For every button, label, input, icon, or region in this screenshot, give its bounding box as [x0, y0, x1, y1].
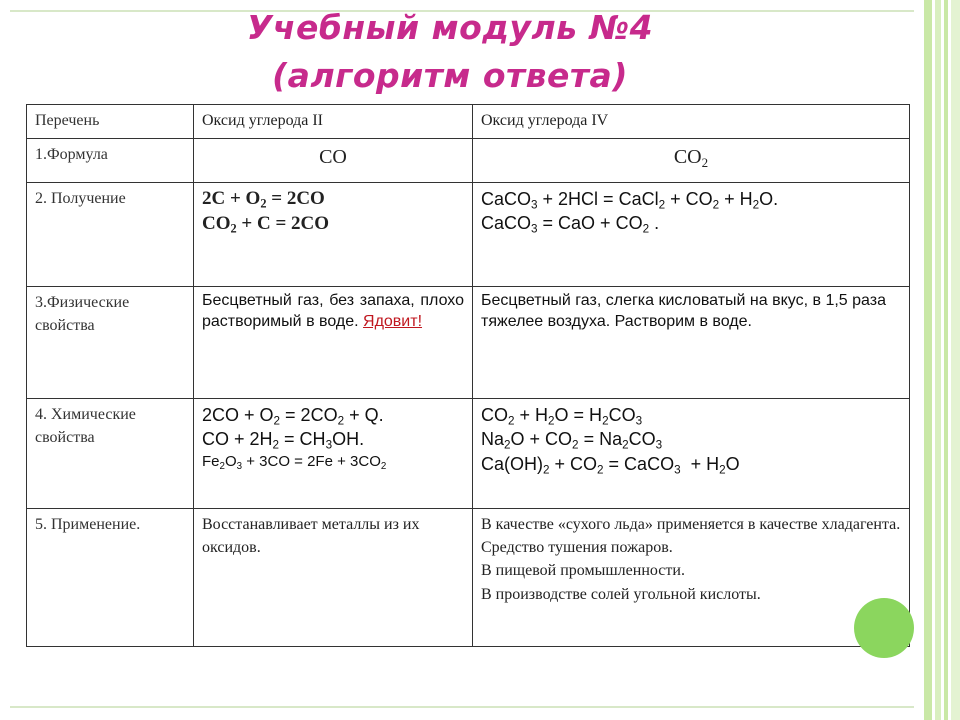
row-label: 1.Формула [27, 139, 194, 183]
equation: $Ca(OH)_2 + CO_2$ = CaCO$_3$ + $H_2O$ [481, 453, 740, 477]
frame-line-bottom [10, 706, 914, 708]
page-title: Учебный модуль №4 [246, 8, 654, 47]
decorative-bar [951, 0, 960, 720]
equation: CO + $2H_2 = CH_3OH$. [202, 429, 365, 452]
decorative-bar [935, 0, 941, 720]
table-row-production [27, 183, 910, 287]
comparison-table [26, 104, 910, 647]
header-co2: Оксид углерода IV [473, 105, 910, 139]
page-subtitle: (алгоритм ответа) [272, 56, 628, 95]
table-row-chemical [27, 399, 910, 509]
co-physical-text: Бесцветный газ, без запаха, плохо растворимый в воде. [202, 292, 464, 330]
row-label: 3.Физические свойства [27, 287, 194, 399]
list-item: В качестве «сухого льда» применяется в качестве хладагента. [481, 516, 901, 533]
co2-formula: $CO_2$ [473, 139, 910, 183]
row-label: 2. Получение [27, 183, 194, 287]
row-label: 4. Химические свойства [27, 399, 194, 509]
poison-warning: Ядовит! [363, 312, 423, 330]
header-list: Перечень [27, 105, 194, 139]
table-row-application [27, 509, 910, 647]
table-row-formula [27, 139, 910, 183]
equation: $2C + O_2 = 2CO$ [202, 188, 325, 211]
equation: $CO_2 + C = 2CO$ [202, 212, 330, 236]
co-chemical [194, 399, 473, 509]
co2-chemical [473, 399, 910, 509]
equation: $2CO + O_2 = 2CO_2 + Q$. [202, 405, 384, 428]
table-row-physical [27, 287, 910, 399]
co2-production [473, 183, 910, 287]
list-item: В пищевой промышленности. [481, 562, 685, 580]
co-formula: CO [194, 139, 473, 183]
co-application: Восстанавливает металлы из их оксидов. [194, 509, 473, 647]
list-item: В производстве солей угольной кислоты. [481, 585, 761, 603]
list-item: Средство тушения пожаров. [481, 539, 673, 557]
equation: CaCO$_3$ + 2HCl = CaCl$_2$ + $CO_2 + H_2O$. [481, 189, 779, 212]
equation: $CO_2 + H_2O = H_2CO_3$ [481, 405, 643, 428]
equation: CaCO$_3$ = CaO + $CO_2$ . [481, 213, 660, 236]
equation: $Fe_2O_3 + 3CO = 2Fe + 3CO_2$ [202, 452, 387, 472]
co2-physical: Бесцветный газ, слегка кисловатый на вкус, в 1,5 раза тяжелее воздуха. Растворим в воде. [473, 287, 910, 399]
row-label: 5. Применение. [27, 509, 194, 647]
decorative-bar [944, 0, 948, 720]
header-co: Оксид углерода II [194, 105, 473, 139]
decorative-bar [924, 0, 932, 720]
co2-application [473, 509, 910, 647]
co-production [194, 183, 473, 287]
table-header-row [27, 105, 910, 139]
co-physical [194, 287, 473, 399]
decorative-circle [854, 598, 914, 658]
equation: $Na_2O + CO_2 = Na_2CO_3$ [481, 429, 663, 452]
